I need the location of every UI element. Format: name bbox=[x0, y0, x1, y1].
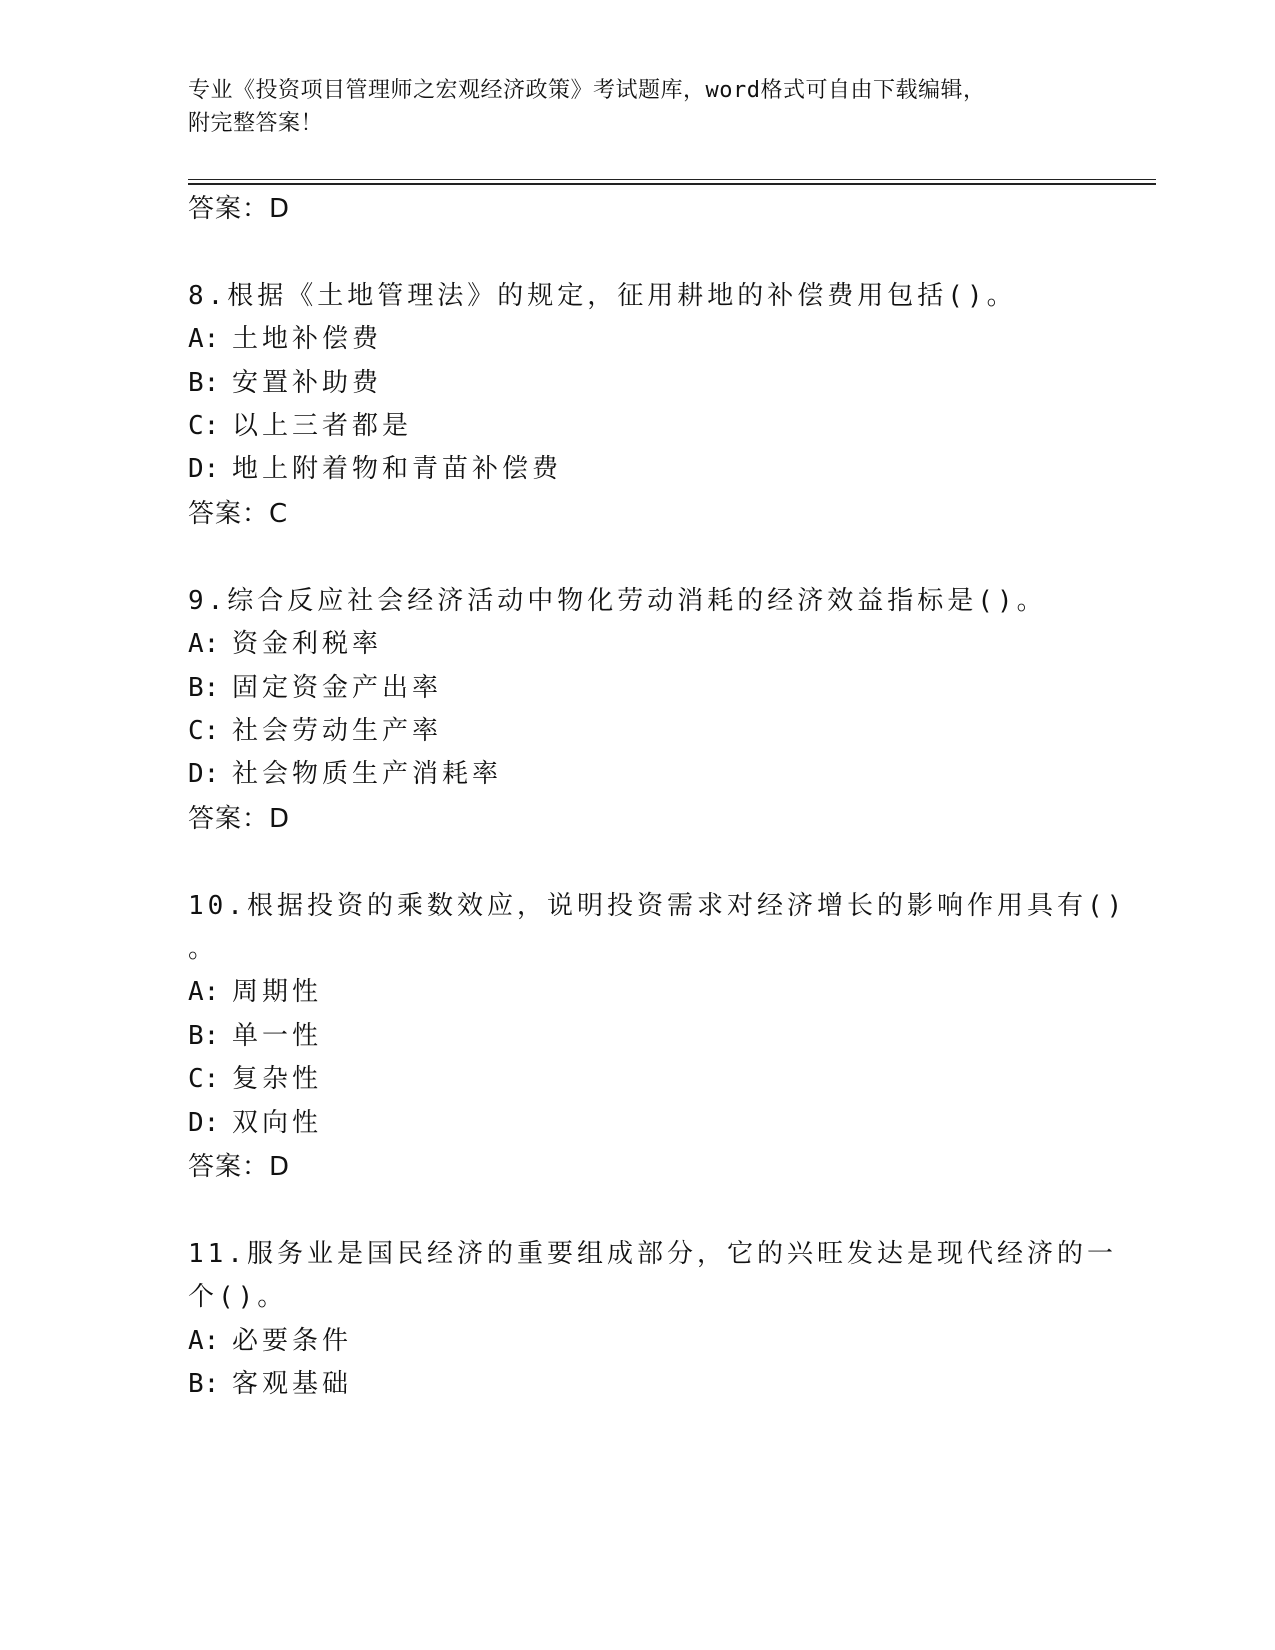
question-stem-11-continued: 个()。 bbox=[188, 1282, 288, 1312]
option-letter: D: bbox=[188, 759, 220, 789]
option-text: 客观基础 bbox=[232, 1369, 353, 1399]
header-divider-thick bbox=[188, 183, 1156, 185]
question-10-option-a bbox=[188, 971, 322, 1008]
question-stem-10-continued: 。 bbox=[188, 934, 219, 964]
question-8-option-a bbox=[188, 318, 382, 355]
question-10-option-c bbox=[188, 1058, 322, 1095]
option-text: 复杂性 bbox=[232, 1064, 323, 1094]
option-letter: B: bbox=[188, 368, 220, 398]
option-text: 固定资金产出率 bbox=[232, 673, 443, 703]
question-11-option-a bbox=[188, 1320, 352, 1357]
option-text: 必要条件 bbox=[232, 1326, 353, 1356]
question-8-option-d bbox=[188, 448, 562, 485]
question-8-option-c bbox=[188, 405, 412, 442]
question-8-option-b bbox=[188, 362, 382, 399]
header-line-2: 附完整答案！ bbox=[188, 111, 324, 136]
question-9-option-c bbox=[188, 710, 442, 747]
option-text: 社会劳动生产率 bbox=[232, 716, 443, 746]
option-text: 安置补助费 bbox=[232, 368, 383, 398]
question-9-answer: 答案：D bbox=[188, 804, 291, 834]
option-letter: D: bbox=[188, 1108, 220, 1138]
question-10-option-d bbox=[188, 1102, 322, 1139]
header-divider-thin bbox=[188, 179, 1156, 180]
question-stem-11: 11.服务业是国民经济的重要组成部分，它的兴旺发达是现代经济的一 bbox=[188, 1239, 1117, 1269]
question-10-answer: 答案：D bbox=[188, 1152, 291, 1182]
option-text: 土地补偿费 bbox=[232, 324, 383, 354]
option-text: 单一性 bbox=[232, 1021, 323, 1051]
option-letter: C: bbox=[188, 411, 220, 441]
option-text: 周期性 bbox=[232, 977, 323, 1007]
question-9-option-a bbox=[188, 623, 382, 660]
question-stem-9: 9.综合反应社会经济活动中物化劳动消耗的经济效益指标是()。 bbox=[188, 586, 1047, 616]
option-letter: C: bbox=[188, 716, 220, 746]
option-letter: D: bbox=[188, 454, 220, 484]
option-text: 双向性 bbox=[232, 1108, 323, 1138]
question-9-option-b bbox=[188, 667, 442, 704]
option-text: 社会物质生产消耗率 bbox=[232, 759, 503, 789]
option-letter: C: bbox=[188, 1064, 220, 1094]
question-8-answer: 答案：C bbox=[188, 499, 289, 529]
option-letter: B: bbox=[188, 1369, 220, 1399]
question-stem-8: 8.根据《土地管理法》的规定，征用耕地的补偿费用包括()。 bbox=[188, 281, 1017, 311]
question-stem-10: 10.根据投资的乘数效应，说明投资需求对经济增长的影响作用具有() bbox=[188, 891, 1127, 921]
answer-line: 答案：D bbox=[188, 194, 291, 224]
option-letter: B: bbox=[188, 673, 220, 703]
question-9-option-d bbox=[188, 753, 502, 790]
option-letter: A: bbox=[188, 324, 220, 354]
question-10-option-b bbox=[188, 1015, 322, 1052]
option-text: 地上附着物和青苗补偿费 bbox=[232, 454, 563, 484]
header-line-1: 专业《投资项目管理师之宏观经济政策》考试题库，word格式可自由下载编辑， bbox=[188, 78, 986, 103]
document-header bbox=[188, 74, 1088, 140]
option-text: 以上三者都是 bbox=[232, 411, 413, 441]
option-letter: A: bbox=[188, 1326, 220, 1356]
option-letter: A: bbox=[188, 977, 220, 1007]
option-letter: A: bbox=[188, 629, 220, 659]
option-text: 资金利税率 bbox=[232, 629, 383, 659]
option-letter: B: bbox=[188, 1021, 220, 1051]
question-11-option-b bbox=[188, 1363, 352, 1400]
